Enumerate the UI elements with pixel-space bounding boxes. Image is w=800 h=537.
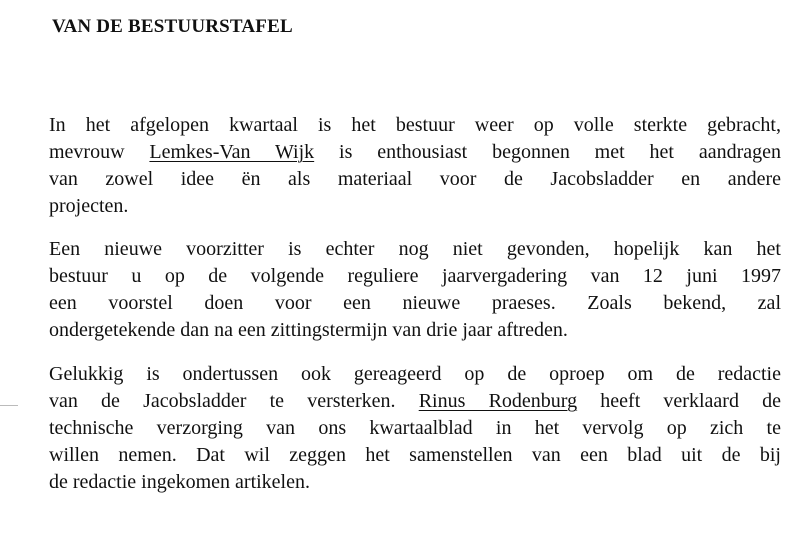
text-fragment: mevrouw (49, 141, 150, 163)
text-line: In het afgelopen kwartaal is het bestuur weer op volle sterkte gebracht, (49, 114, 781, 136)
text-line: ondergetekende dan na een zittingstermijn van drie jaar aftreden. (49, 319, 568, 341)
paragraph-2 (49, 236, 781, 344)
paragraph-1 (49, 112, 781, 220)
paragraph-3 (49, 361, 781, 496)
text-line: projecten. (49, 195, 129, 217)
scan-artifact (0, 405, 18, 406)
text-line (49, 139, 781, 166)
text-line: technische verzorging van ons kwartaalblad in het vervolg op zich te (49, 417, 781, 439)
text-fragment: heeft verklaard de (577, 390, 781, 412)
text-line: bestuur u op de volgende reguliere jaarvergadering van 12 juni 1997 (49, 265, 781, 287)
text-line: de redactie ingekomen artikelen. (49, 471, 310, 493)
text-fragment: van de Jacobsladder te versterken. (49, 390, 419, 412)
section-title: VAN DE BESTUURSTAFEL (52, 16, 293, 37)
text-line: van zowel idee ën als materiaal voor de Jacobsladder en andere (49, 168, 781, 190)
text-line: willen nemen. Dat wil zeggen het samenstellen van een blad uit de bij (49, 444, 781, 466)
name-lemkes-van-wijk: Lemkes-Van Wijk (149, 141, 315, 163)
name-rinus-rodenburg: Rinus Rodenburg (418, 390, 578, 412)
text-fragment: is enthousiast begonnen met het aandragen (314, 141, 781, 163)
text-line: Gelukkig is ondertussen ook gereageerd op de oproep om de redactie (49, 363, 781, 385)
text-line: Een nieuwe voorzitter is echter nog niet gevonden, hopelijk kan het (49, 238, 781, 260)
text-line: een voorstel doen voor een nieuwe praeses. Zoals bekend, zal (49, 292, 781, 314)
text-line (49, 388, 781, 415)
